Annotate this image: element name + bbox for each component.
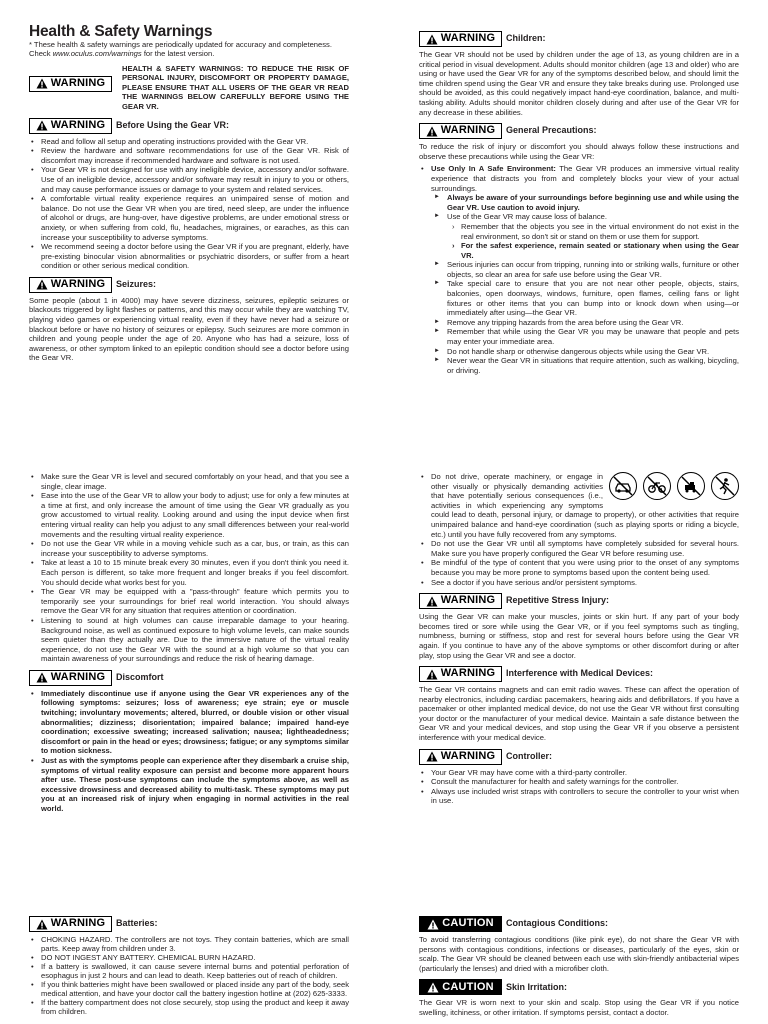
arrow-item: ► Take special care to ensure that you are not near other people, objects, stairs, balconies, open doorways, windows, furniture, open flames, ceiling fans or light fixtures or other items that you can bump into or knock down when using—or immediately after using—the Gear VR.	[447, 279, 739, 317]
list-item: • CHOKING HAZARD. The controllers are not toys. They contain batteries, which are small parts. Keep away from children under 3.	[41, 935, 349, 953]
arrow-item: ► Serious injuries can occur from tripping, running into or striking walls, furniture or other objects, so clear an area for safe use before using the Gear VR.	[447, 260, 739, 279]
list-item: • If the battery compartment does not close securely, stop using the product and keep it away from children.	[41, 998, 349, 1016]
car-prohibited-icon	[609, 472, 637, 500]
skin-irritation-heading	[419, 979, 739, 995]
list-item: • Be mindful of the type of content that you were using prior to the onset of any symptoms because you may be more prone to symptoms based upon the content being used.	[431, 558, 739, 577]
badge-label: WARNING	[440, 749, 496, 762]
section-title: Before Using the Gear VR:	[116, 119, 230, 130]
warning-badge	[29, 916, 112, 932]
arrow-item: ► Never wear the Gear VR in situations that require attention, such as walking, bicycling, or driving.	[447, 356, 739, 375]
section-title: Skin Irritation:	[506, 981, 568, 992]
controller-list	[419, 768, 739, 806]
list-item: • Always use included wrist straps with controllers to secure the controller to your wrist when in use.	[431, 787, 739, 806]
batteries-heading	[29, 916, 349, 932]
list-item: • Consult the manufacturer for health and safety warnings for the controller.	[431, 777, 739, 787]
warning-triangle-icon	[36, 919, 48, 930]
badge-label: WARNING	[440, 667, 496, 680]
page-title: Health & Safety Warnings	[29, 23, 213, 40]
arrow-item: ► Remove any tripping hazards from the area before using the Gear VR.	[447, 318, 739, 328]
contagious-heading	[419, 916, 739, 932]
list-item: • Do not use the Gear VR while in a moving vehicle such as a car, bus, or train, as this can increase your susceptibility to adverse symptoms.	[41, 539, 349, 558]
medical-devices-text: The Gear VR contains magnets and can emit radio waves. These can affect the operation of nearby electronics, including cardiac pacemakers, hearing aids and defibrillators. If you have a pacemaker or other implanted medical device, do not use the Gear VR without first consulting your doctor or the manufacturer of your medical device. Maintain a safe distance between the Gear VR and your medical devices, and stop using the Gear VR if you observe a persistent interference with your medical device.	[419, 685, 739, 743]
warning-badge	[29, 118, 112, 134]
before-using-heading	[29, 118, 349, 134]
intro-text-a: * These health & safety warnings are periodically updated for accuracy and completeness. Check	[29, 39, 332, 58]
sub-list	[447, 222, 739, 260]
right-middle-column	[419, 472, 739, 809]
list-item-text: Do not drive, operate machinery, or engage in other visually or physically demanding activities that have potentially serious consequences (i.e., activities in which experiencing any symptoms could lead to death, personal injury, or damage to property), or other activities that require unimpaired balance and hand-eye coordination (such as playing sports or riding a bicycle, etc.) until you have fully recovered from any symptoms.	[431, 472, 739, 539]
skin-irritation-text: The Gear VR is worn next to your skin and scalp. Stop using the Gear VR if you notice swelling, itchiness, or other irritation. If symptoms persist, contact a doctor.	[419, 998, 739, 1017]
list-item: • Ease into the use of the Gear VR to allow your body to adjust; use for only a few minutes at a time at first, and only increase the amount of time using the Gear VR gradually as you grow accustomed to virtual reality. Looking around and using the input device when first entering virtual reality can help you adjust to any small differences between your real-world movements and the resulting virtual reality experience.	[41, 491, 349, 539]
list-item: • Immediately discontinue use if anyone using the Gear VR experiences any of the following symptoms: seizures; loss of awareness; eye strain; eye or muscle twitching; involuntary movements; altered, blurred, or double vision or other visual abnormalities; dizziness; disorientation; impaired balance; impaired hand-eye coordination; excessive sweating; increased salivation; nausea; lightheadedness; discomfort or pain in the head or eyes; drowsiness; fatigue; or any symptoms similar to motion sickness.	[41, 689, 349, 756]
warning-triangle-icon	[426, 751, 438, 762]
badge-label: WARNING	[50, 671, 106, 684]
arrow-item: ► Remember that while using the Gear VR you may be unaware that people and pets may enter your immediate area.	[447, 327, 739, 346]
main-warning-text: HEALTH & SAFETY WARNINGS: TO REDUCE THE RISK OF PERSONAL INJURY, DISCOMFORT OR PROPERTY DAMAGE, PLEASE ENSURE THAT ALL USERS OF THE GEAR VR READ THE WARNINGS BELOW CAREFULLY BEFORE USING THE GEAR VR.	[122, 63, 349, 111]
symptoms-list	[419, 472, 739, 587]
usage-list	[29, 472, 349, 664]
discomfort-list	[29, 689, 349, 814]
warning-triangle-icon	[36, 120, 48, 131]
badge-label: CAUTION	[442, 917, 494, 930]
left-top-column	[29, 23, 349, 366]
arrow-item: ► Always be aware of your surroundings before beginning use and while using the Gear VR. Use caution to avoid injury.	[447, 193, 739, 212]
warning-badge	[29, 670, 112, 686]
controller-heading	[419, 749, 739, 765]
warning-badge	[419, 749, 502, 765]
children-text: The Gear VR should not be used by children under the age of 13, as young children are in a critical period in visual development. Adults should monitor children (age 13 and older) who are using or have used the Gear VR for any of the symptoms described below, and should limit the time children spend using the Gear VR and ensure they take breaks during use. Prolonged use should be avoided, as this could negatively impact hand-eye coordination, balance, and multi-tasking ability. Adults should monitor children closely during and after use of the Gear VR for any decrease in these abilities.	[419, 50, 739, 117]
list-item: • The Gear VR may be equipped with a "pass-through" feature which permits you to temporarily see your surroundings for brief real world interaction. You should always remove the Gear VR for any situation that requires attention or coordination.	[41, 587, 349, 616]
sub-item: › Remember that the objects you see in the virtual environment do not exist in the real environment, so don't sit or stand on them or use them for support.	[461, 222, 739, 241]
warning-badge	[419, 666, 502, 682]
medical-devices-heading	[419, 666, 739, 682]
list-item: • We recommend seeing a doctor before using the Gear VR if you are pregnant, elderly, have pre-existing binocular vision abnormalities or psychiatric disorders, or suffer from a heart condition or other serious medical condition.	[41, 242, 349, 271]
children-heading	[419, 31, 739, 47]
list-item: • If you think batteries might have been swallowed or placed inside any part of the body, seek medical attention, and have your doctor call the battery ingestion hotline at (202) 625-3333.	[41, 980, 349, 998]
caution-badge	[419, 979, 502, 995]
warning-badge	[29, 76, 112, 92]
general-precautions-heading	[419, 123, 739, 139]
seizures-text: Some people (about 1 in 4000) may have severe dizziness, seizures, epileptic seizures or blackouts triggered by light flashes or patterns, and this may occur while they are watching TV, playing video games or experiencing virtual reality, even if they have never had a seizure or blackout before or have no history of seizures or epilepsy. Such seizures are more common in children and young people under the age of 20. Anyone who has had a seizure, loss of awareness, or other symptom linked to an epileptic condition should see a doctor before using the Gear VR.	[29, 295, 349, 363]
general-intro: To reduce the risk of injury or discomfort you should always follow these instructions and observe these precautions while using the Gear VR:	[419, 142, 739, 161]
warning-triangle-icon	[426, 669, 438, 680]
list-item: • Take at least a 10 to 15 minute break every 30 minutes, even if you don't think you need it. Each person is different, so take more frequent and longer breaks if you feel discomfort. You should decide what works best for you.	[41, 558, 349, 587]
section-title: Repetitive Stress Injury:	[506, 595, 610, 606]
list-item: • Make sure the Gear VR is level and secured comfortably on your head, and that you see a single, clear image.	[41, 472, 349, 491]
prohibited-activities-icons	[609, 472, 739, 500]
bicycle-prohibited-icon	[643, 472, 671, 500]
warning-badge	[419, 31, 502, 47]
list-item: • Read and follow all setup and operating instructions provided with the Gear VR.	[41, 137, 349, 147]
rsi-text: Using the Gear VR can make your muscles, joints or skin hurt. If any part of your body becomes tired or sore while using the Gear VR, or if you feel symptoms such as tingling, numbness, burning or stiffness, stop and rest for several hours before using the Gear VR again. If you continue to have any of the above symptoms or other discomfort during or after play, stop using the Gear VR and see a doctor.	[419, 612, 739, 660]
badge-label: WARNING	[440, 594, 496, 607]
list-item: • Listening to sound at high volumes can cause irreparable damage to your hearing. Background noise, as well as continued exposure to high volume levels, can make sounds seem quieter than they actually are. Due to the immersive nature of the virtual reality experience, do not use the Gear VR with the sound at a high volume so that you can maintain awareness of your surroundings and reduce the risk of hearing damage.	[41, 616, 349, 664]
section-title: General Precautions:	[506, 125, 597, 136]
list-item	[431, 164, 739, 375]
badge-label: WARNING	[440, 124, 496, 137]
left-middle-column	[29, 472, 349, 817]
safe-env-text: The Gear VR produces an immersive virtual reality experience that distracts you from and completely blocks your view of your actual surroundings.	[431, 164, 739, 193]
caution-triangle-icon	[427, 982, 439, 993]
section-title: Children:	[506, 33, 546, 44]
warning-triangle-icon	[36, 672, 48, 683]
list-item: • A comfortable virtual reality experience requires an unimpaired sense of motion and balance. Do not use the Gear VR when you are tired, need sleep, are under the influence of alcohol or drugs, are hung-over, have digestive problems, are under emotional stress or anxiety, or when suffering from cold, flu, headaches, migraines, or earaches, as this can increase your susceptibility to adverse symptoms.	[41, 194, 349, 242]
warnings-link[interactable]: www.oculus.com/warnings	[52, 48, 142, 58]
section-title: Batteries:	[116, 918, 158, 929]
list-item: • Review the hardware and software recommendations for use of the Gear VR. Risk of discomfort may increase if recommended hardware and software is not used.	[41, 146, 349, 165]
machinery-prohibited-icon	[677, 472, 705, 500]
section-title: Contagious Conditions:	[506, 918, 608, 929]
rsi-heading	[419, 593, 739, 609]
sub-item: › For the safest experience, remain seated or stationary when using the Gear VR.	[461, 241, 739, 260]
intro-note	[29, 40, 349, 58]
warning-triangle-icon	[426, 126, 438, 137]
badge-label: CAUTION	[442, 980, 494, 993]
badge-label: WARNING	[50, 118, 106, 131]
section-title: Controller:	[506, 750, 552, 761]
batteries-list	[29, 935, 349, 1016]
arrow-list	[431, 193, 739, 375]
main-warning-block	[29, 64, 349, 112]
badge-label: WARNING	[50, 76, 106, 89]
badge-label: WARNING	[50, 917, 106, 930]
left-bottom-column	[29, 910, 349, 1019]
warning-badge	[419, 123, 502, 139]
list-item: • Your Gear VR is not designed for use with any ineligible device, accessory and/or software. Use of an ineligible device, accessory and/or software may result in injury to you or others, and may cause performance issues or damage to your system and related services.	[41, 165, 349, 194]
badge-label: WARNING	[50, 278, 106, 291]
contagious-text: To avoid transferring contagious conditions (like pink eye), do not share the Gear VR with persons with contagious conditions, infections or diseases, particularly of the eyes, skin or scalp. The Gear VR should be cleaned between each use with skin-friendly antibacterial wipes (particularly the lenses) and dried with a microfiber cloth.	[419, 935, 739, 973]
discomfort-heading	[29, 670, 349, 686]
section-title: Interference with Medical Devices:	[506, 668, 654, 679]
seizures-heading	[29, 277, 349, 293]
list-item	[431, 472, 739, 539]
list-item: • Do not use the Gear VR until all symptoms have completely subsided for several hours. Make sure you have properly configured the Gear VR before resuming use.	[431, 539, 739, 558]
warning-triangle-icon	[36, 279, 48, 290]
caution-triangle-icon	[427, 919, 439, 930]
arrow-item	[447, 212, 739, 260]
list-item: • If a battery is swallowed, it can cause severe internal burns and potential perforation of esophagus in just 2 hours and can lead to death. Keep batteries out of reach of children.	[41, 962, 349, 980]
arrow-item: ► Do not handle sharp or otherwise dangerous objects while using the Gear VR.	[447, 347, 739, 357]
right-bottom-column	[419, 910, 739, 1021]
list-item: • Your Gear VR may have come with a third-party controller.	[431, 768, 739, 778]
warning-triangle-icon	[426, 596, 438, 607]
safe-env-label: Use Only In A Safe Environment:	[431, 164, 556, 174]
list-item: • DO NOT INGEST ANY BATTERY. CHEMICAL BURN HAZARD.	[41, 953, 349, 962]
before-using-list	[29, 137, 349, 271]
arrow-item-text: Use of the Gear VR may cause loss of balance.	[447, 212, 607, 222]
list-item: • Just as with the symptoms people can experience after they disembark a cruise ship, symptoms of virtual reality exposure can persist and become more apparent hours after use. These post-use symptoms can include the symptoms above, as well as excessive drowsiness and decreased ability to multi-task. These symptoms may put you at an increased risk of injury when engaging in normal activities in the real world.	[41, 756, 349, 814]
right-top-column	[419, 31, 739, 378]
section-title: Discomfort	[116, 672, 164, 683]
intro-text-b: for the latest version.	[141, 48, 215, 58]
warning-badge	[29, 277, 112, 293]
general-precautions-list	[419, 164, 739, 375]
badge-label: WARNING	[440, 32, 496, 45]
sports-prohibited-icon	[711, 472, 739, 500]
warning-triangle-icon	[36, 78, 48, 89]
section-title: Seizures:	[116, 279, 157, 290]
warning-triangle-icon	[426, 34, 438, 45]
warning-badge	[419, 593, 502, 609]
caution-badge	[419, 916, 502, 932]
list-item: • See a doctor if you have serious and/or persistent symptoms.	[431, 578, 739, 588]
